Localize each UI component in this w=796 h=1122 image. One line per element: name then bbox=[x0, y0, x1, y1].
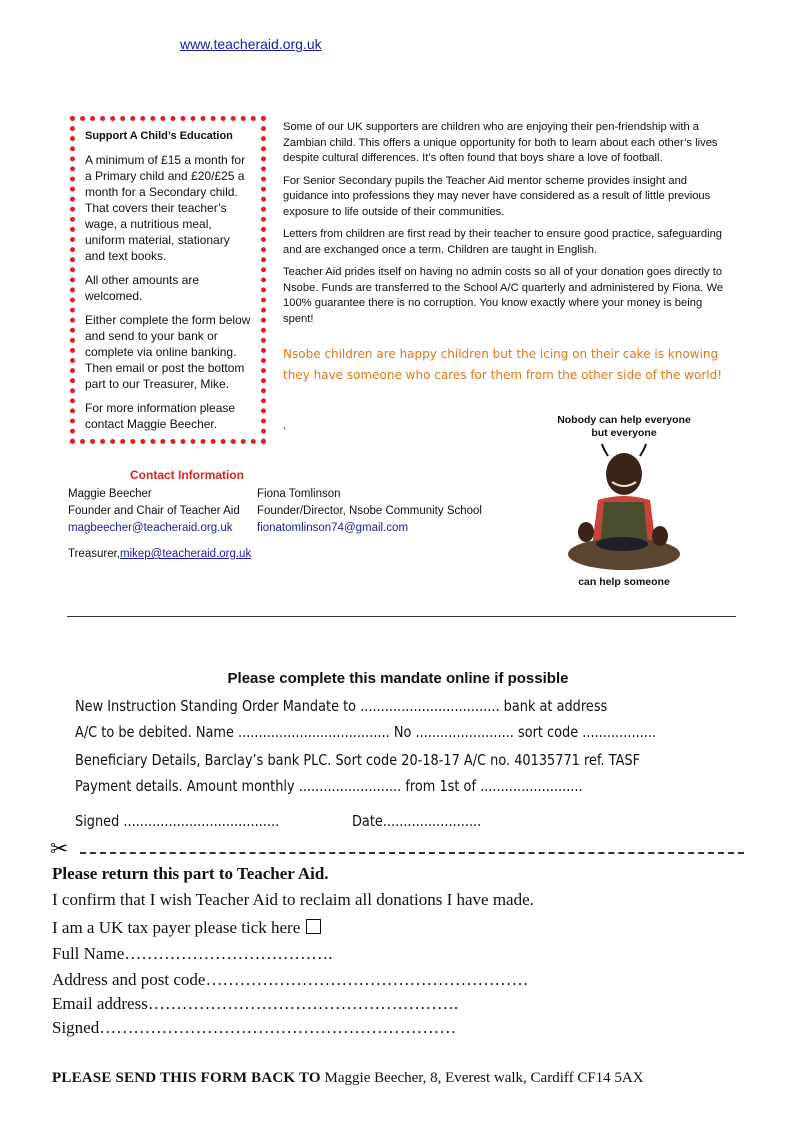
signed-field: Signed……………………………………………………… bbox=[52, 1018, 457, 1037]
support-box-title: Support A Child’s Education bbox=[85, 130, 233, 142]
mandate-line-bank: New Instruction Standing Order Mandate to .................................. bank at address bbox=[75, 697, 608, 715]
contact-role: Founder and Chair of Teacher Aid bbox=[68, 505, 240, 517]
child-photo bbox=[556, 442, 692, 574]
divider bbox=[67, 616, 736, 617]
support-box-paragraph: Either complete the form below and send to your bank or complete via online banking. Then email or post the bottom part to our Treasurer, Mike. bbox=[85, 313, 251, 391]
cut-line bbox=[80, 852, 744, 854]
body-text bbox=[283, 120, 735, 334]
send-back-address: Maggie Beecher, 8, Everest walk, Cardiff CF14 5AX bbox=[324, 1070, 644, 1086]
address-field: Address and post code………………………………………………… bbox=[52, 970, 529, 989]
email-link[interactable]: fionatomlinson74@gmail.com bbox=[257, 522, 409, 534]
child-caption-bottom: can help someone bbox=[578, 576, 670, 588]
child-caption-top: Nobody can help everyone but everyone bbox=[557, 414, 691, 439]
taxpayer-checkbox[interactable] bbox=[306, 919, 321, 934]
body-paragraph: Letters from children are first read by their teacher to ensure good practice, safeguarding and are exchanged once a term. Children are taught in English. bbox=[283, 228, 723, 256]
send-back-label: PLEASE SEND THIS FORM BACK TO bbox=[52, 1070, 321, 1086]
mandate-signed: Signed ...................................... bbox=[75, 812, 280, 830]
support-box-paragraph: For more information please contact Maggie Beecher. bbox=[85, 401, 236, 431]
highlight-text: Nsobe children are happy children but the icing on their cake is knowing they have someone who cares for them from the other side of the world! bbox=[283, 347, 723, 382]
contact-role: Founder/Director, Nsobe Community School bbox=[257, 505, 482, 517]
treasurer-label: Treasurer, bbox=[68, 548, 120, 560]
return-title: Please return this part to Teacher Aid. bbox=[52, 864, 329, 883]
contact-treasurer bbox=[68, 546, 251, 563]
body-paragraph: Some of our UK supporters are children who are enjoying their pen-friendship with a Zambian child. This offers a unique opportunity for both to learn about each other’s lives despite cultural differences. It’s often found that boys share a love of football. bbox=[283, 121, 718, 164]
contact-name: Maggie Beecher bbox=[68, 488, 152, 500]
contact-fiona bbox=[257, 486, 482, 537]
dot: . bbox=[283, 418, 287, 432]
full-name-field: Full Name………………………………. bbox=[52, 944, 333, 963]
mandate-line-account: A/C to be debited. Name ..................................... No ........................ sort code .................. bbox=[75, 723, 657, 741]
email-field: Email address………………………………………………. bbox=[52, 994, 459, 1013]
mandate-line-beneficiary: Beneficiary Details, Barclay’s bank PLC. Sort code 20-18-17 A/C no. 40135771 ref. TASF bbox=[75, 751, 641, 769]
mandate-heading: Please complete this mandate online if possible bbox=[227, 670, 569, 687]
support-child-box bbox=[70, 116, 266, 444]
contact-heading: Contact Information bbox=[130, 468, 244, 482]
taxpayer-label: I am a UK tax payer please tick here bbox=[52, 918, 301, 937]
body-paragraph: Teacher Aid prides itself on having no admin costs so all of your donation goes directly to Nsobe. Funds are transferred to the School A/C quarterly and administered by Fiona. We 100% guarantee there is no corruption. You know exactly where your money is being spent! bbox=[283, 266, 724, 325]
taxpayer-line bbox=[52, 918, 321, 938]
confirm-line: I confirm that I wish Teacher Aid to reclaim all donations I have made. bbox=[52, 890, 534, 909]
mandate-line-payment: Payment details. Amount monthly ......................... from 1st of ......................... bbox=[75, 777, 583, 795]
treasurer-email-link[interactable]: mikep@teacheraid.org.uk bbox=[119, 548, 252, 560]
contact-name: Fiona Tomlinson bbox=[257, 488, 341, 500]
contact-maggie bbox=[68, 486, 240, 537]
scissors-icon: ✂ bbox=[50, 836, 69, 861]
body-paragraph: For Senior Secondary pupils the Teacher Aid mentor scheme provides insight and guidance into professions they may never have considered as a result of little previous exposure to life outside of their communities. bbox=[283, 174, 711, 218]
send-back-line bbox=[52, 1070, 644, 1087]
website-link[interactable]: www.teacheraid.org.uk bbox=[180, 36, 322, 52]
support-box-paragraph: All other amounts are welcomed. bbox=[85, 273, 200, 303]
support-box-paragraph: A minimum of £15 a month for a Primary child and £20/£25 a month for a Secondary child. That covers their teacher’s wage, a nutritious meal, uniform material, stationary and text books. bbox=[85, 153, 246, 263]
email-link[interactable]: magbeecher@teacheraid.org.uk bbox=[68, 522, 233, 534]
mandate-date: Date........................ bbox=[352, 812, 482, 830]
